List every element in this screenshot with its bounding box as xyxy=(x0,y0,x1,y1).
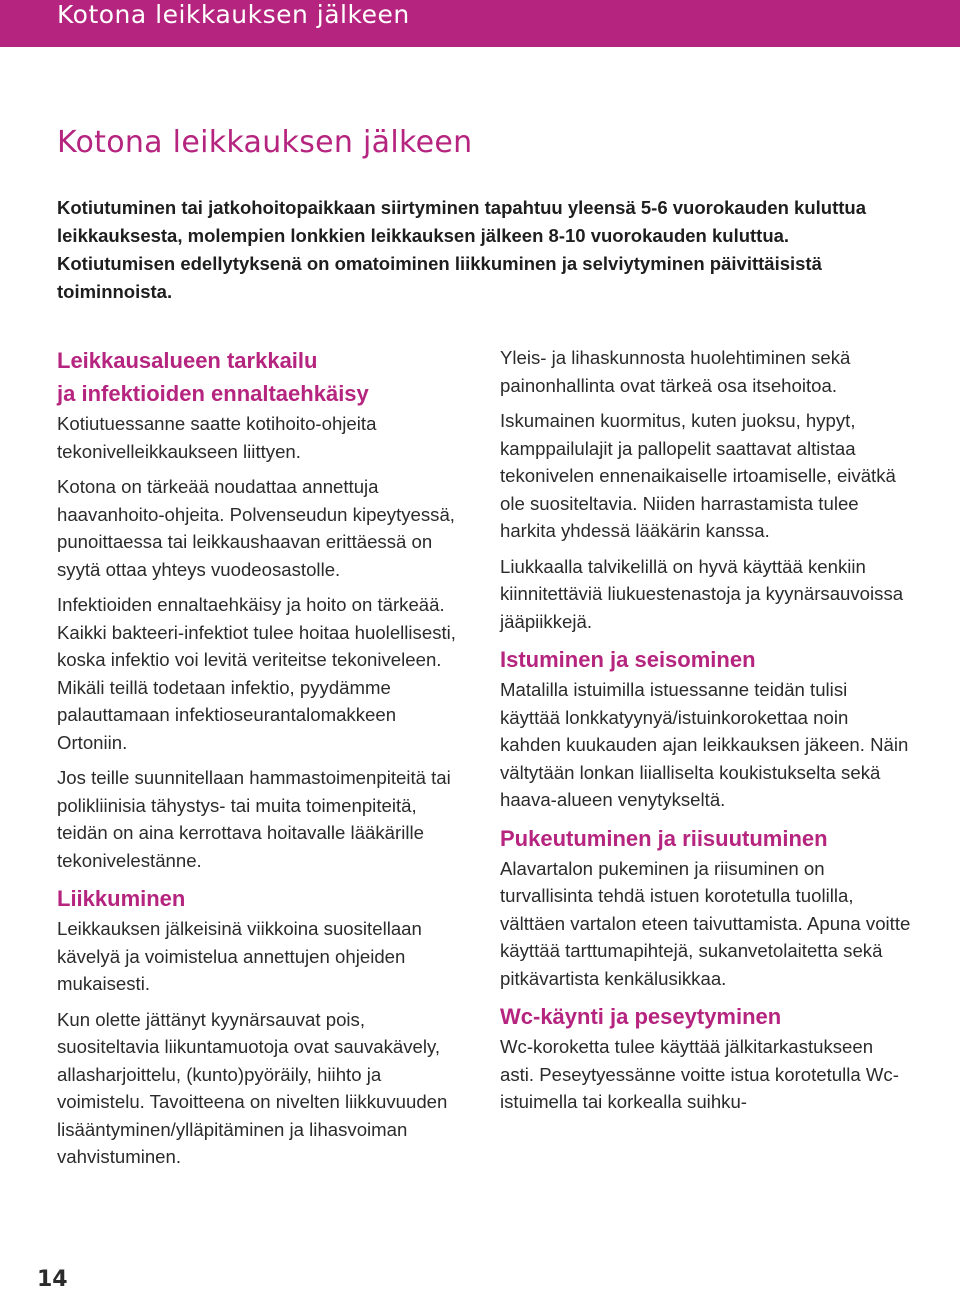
page-number: 14 xyxy=(37,1267,68,1292)
infection-heading-line-1: Leikkausalueen tarkkailu xyxy=(57,348,318,373)
dressing-paragraph: Alavartalon pukeminen ja riisuminen on turvallisinta tehdä istuen korotetulla tuolilla, välttäen vartalon eteen taivuttamista. Apuna voitte käyttää tarttumapihtejä, sukanvetolaitetta sekä pitkävartista kenkälusikkaa. xyxy=(500,857,911,989)
wc-paragraph: Wc-koroketta tulee käyttää jälkitarkastukseen asti. Peseytyessänne voitte istua korotetulla Wc-istuimella tai korkealla suihku- xyxy=(500,1036,899,1112)
infection-paragraph-4: Jos teille suunnitellaan hammastoimenpiteitä tai polikliinisia tähystys- tai muita toimenpiteitä, teidän on aina kerrottava hoitavalle lääkärille tekonivelestänne. xyxy=(57,767,451,871)
infection-heading-line-2: ja infektioiden ennaltaehkäisy xyxy=(57,381,369,406)
fitness-paragraph-2: Iskumainen kuormitus, kuten juoksu, hypyt, kamppailulajit ja pallopelit saattavat altistaa tekonivelen ennenaikaiselle irtoamiselle, eivätkä ole suositeltavia. Niiden harrastamista tulee harkita yhdessä lääkärin kanssa. xyxy=(500,410,896,541)
dressing-heading: Pukeutuminen ja riisuutuminen xyxy=(500,825,828,851)
infection-paragraph-1: Kotiutuessanne saatte kotihoito-ohjeita tekonivelleikkaukseen liittyen. xyxy=(57,413,377,462)
intro-paragraph: Kotiutuminen tai jatkohoitopaikkaan siirtyminen tapahtuu yleensä 5-6 vuorokauden kuluttua leikkauksesta, molempien lonkkien leikkauksen jälkeen 8-10 vuorokauden kuluttua. Kotiutumisen edellytyksenä on omatoiminen liikkuminen ja selviytyminen päivittäisistä toiminnoista. xyxy=(57,197,866,302)
infection-paragraph-3: Infektioiden ennaltaehkäisy ja hoito on tärkeää. Kaikki bakteeri-infektiot tulee hoitaa huolellisesti, koska infektio voi levitä veriteitse tekoniveleen. Mikäli teillä todetaan infektio, pyydämme palauttamaan infektioseurantalomakkeen Ortoniin. xyxy=(57,594,456,753)
header-bar xyxy=(0,0,960,47)
movement-paragraph-1: Leikkauksen jälkeisinä viikkoina suositellaan kävelyä ja voimistelua annettujen ohjeiden mukaisesti. xyxy=(57,918,422,994)
left-column xyxy=(57,344,469,1179)
running-title: Kotona leikkauksen jälkeen xyxy=(57,0,410,29)
movement-paragraph-2: Kun olette jättänyt kyynärsauvat pois, suositeltavia liikuntamuotoja ovat sauvakävely, allasharjoittelu, (kunto)pyöräily, hiihto ja voimistelu. Tavoitteena on nivelten liikkuvuuden lisääntyminen/ylläpitäminen ja lihasvoiman vahvistuminen. xyxy=(57,1008,448,1167)
fitness-paragraph-1: Yleis- ja lihaskunnosta huolehtiminen sekä painonhallinta ovat tärkeä osa itsehoitoa. xyxy=(500,347,851,396)
wc-heading: Wc-käynti ja peseytyminen xyxy=(500,1004,782,1029)
sitting-paragraph: Matalilla istuimilla istuessanne teidän tulisi käyttää lonkkatyynyä/istuinkorokettaa noin kahden kuukauden ajan leikkauksen jäkeen. Näin vältytään lonkan liialliselta koukistukselta sekä haava-alueen venytykseltä. xyxy=(500,679,909,810)
sitting-heading: Istuminen ja seisominen xyxy=(500,647,756,672)
infection-paragraph-2: Kotona on tärkeää noudattaa annettuja haavanhoito-ohjeita. Polvenseudun kipeytyessä, punoittaessa tai leikkaushaavan erittäessä on syytä ottaa yhteys vuodeosastolle. xyxy=(57,476,455,580)
movement-heading: Liikkuminen xyxy=(57,886,186,911)
fitness-paragraph-3: Liukkaalla talvikelillä on hyvä käyttää kenkiin kiinnitettäviä liukuestenastoja ja kyynärsauvoissa jääpiikkejä. xyxy=(500,555,904,632)
right-column xyxy=(500,344,912,1124)
page-title: Kotona leikkauksen jälkeen xyxy=(57,125,473,160)
